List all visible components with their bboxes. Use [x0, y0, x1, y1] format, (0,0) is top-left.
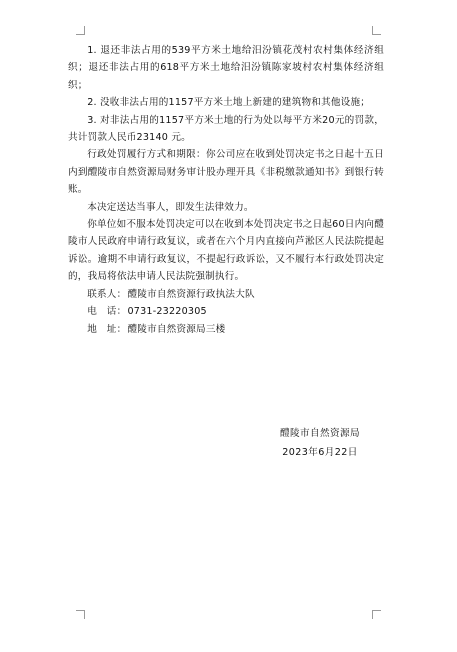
- payment-method-paragraph: 行政处罚履行方式和期限：你公司应在收到处罚决定书之日起十五日内到醴陵市自然资源局财务审计股办理开具《非税缴款通知书》到银行转账。: [68, 149, 384, 196]
- penalty-item-1: 1. 退还非法占用的539平方米土地给汨汾镇花茂村农村集体经济组织；退还非法占用的618平方米土地给汨汾镇陈家坡村农村集体经济组织；: [68, 45, 384, 91]
- appeal-rights-paragraph: 你单位如不服本处罚决定可以在收到本处罚决定书之日起60日内向醴陵市人民政府申请行政复议，或者在六个月内直接向芦淞区人民法院提起诉讼。逾期不申请行政复议，不提起行政诉讼，又不履行本行政处罚决定的，我局将依法申请人民法院强制执行。: [68, 219, 384, 283]
- crop-mark-bottom-left: [76, 610, 85, 619]
- penalty-item-3: 3. 对非法占用的1157平方米土地的行为处以每平方米20元的罚款，共计罚款人民币23140 元。: [68, 114, 384, 144]
- address-line: [68, 321, 384, 338]
- crop-mark-top-right: [372, 26, 381, 35]
- phone-label: 电 话：: [87, 306, 127, 318]
- contact-person-line: [68, 286, 384, 303]
- contact-person-label: 联系人：: [87, 288, 127, 300]
- issuing-organization: 醴陵市自然资源局: [280, 428, 360, 439]
- address-label: 地 址：: [87, 323, 127, 335]
- penalty-item-2: 2. 没收非法占用的1157平方米土地上新建的建筑物和其他设施；: [87, 97, 371, 109]
- phone-value: 0731-23220305: [127, 306, 207, 318]
- contact-person-value: 醴陵市自然资源行政执法大队: [127, 288, 255, 300]
- address-value: 醴陵市自然资源局三楼: [127, 323, 226, 335]
- document-body: [68, 42, 384, 338]
- issue-date: 2023年6月22日: [282, 447, 358, 458]
- crop-mark-top-left: [76, 26, 85, 35]
- phone-line: [68, 303, 384, 320]
- crop-mark-bottom-right: [372, 610, 381, 619]
- effectiveness-paragraph: 本决定送达当事人，即发生法律效力。: [87, 201, 254, 213]
